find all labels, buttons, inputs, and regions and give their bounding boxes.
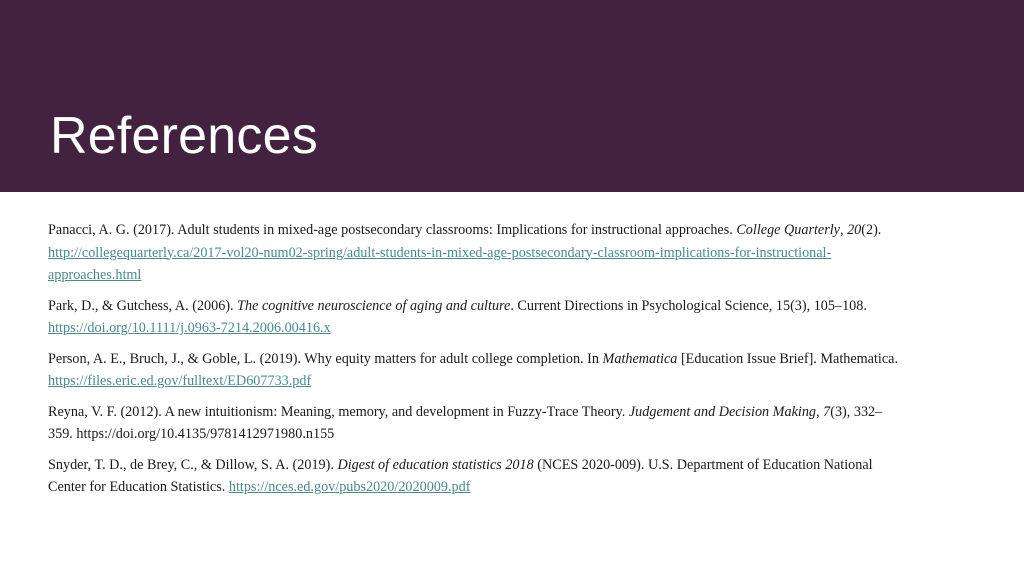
work-title: Mathematica — [602, 350, 678, 367]
reference-link[interactable]: https://files.eric.ed.gov/fulltext/ED607733.pdf — [48, 373, 312, 389]
reference-link[interactable]: https://nces.ed.gov/pubs2020/2020009.pdf — [228, 479, 471, 495]
slide-title: References — [50, 107, 318, 165]
reference-snyder: Snyder, T. D., de Brey, C., & Dillow, S. A. (2019). Digest of education statistics 2018 (NCES 2020-009). U.S. Department of Education National Center for Education Statistics. https://nces.ed.gov/pubs2020/2020009.pdf — [48, 456, 873, 495]
reference-doi-text: 359. https://doi.org/10.4135/9781412971980.n155 — [48, 426, 335, 442]
slide-header — [0, 0, 1024, 192]
volume: 7 — [823, 403, 831, 420]
volume: 20 — [847, 222, 862, 238]
reference-park: Park, D., & Gutchess, A. (2006). The cognitive neuroscience of aging and culture. Current Directions in Psychological Science, 15(3), 105–108. https://doi.org/10.1111/j.0963-7214.2006.00416.x — [48, 297, 867, 336]
reference-panacci: Panacci, A. G. (2017). Adult students in mixed-age postsecondary classrooms: Implications for instructional approaches. College Quarterly, 20(2). http://collegequarterly.ca/2017-vol20-num02-spring/adult-students-in-mixed-age-postsecondary-classroom-implications-for-instructional- approaches.html — [48, 222, 882, 283]
work-title: Digest of education statistics 2018 — [337, 456, 534, 473]
reference-link[interactable]: https://doi.org/10.1111/j.0963-7214.2006.00416.x — [48, 320, 331, 336]
reference-reyna: Reyna, V. F. (2012). A new intuitionism: Meaning, memory, and development in Fuzzy-Trace Theory. Judgement and Decision Making, 7(3), 332– 359. https://doi.org/10.4135/9781412971980.n155 — [48, 403, 883, 442]
reference-list — [48, 219, 978, 507]
reference-link[interactable]: http://collegequarterly.ca/2017-vol20-num02-spring/adult-students-in-mixed-age-postsecondary-classroom-implications-for-instructional- approaches.html — [48, 244, 832, 283]
reference-person: Person, A. E., Bruch, J., & Goble, L. (2019). Why equity matters for adult college completion. In Mathematica [Education Issue Brief]. Mathematica. https://files.eric.ed.gov/fulltext/ED607733.pdf — [48, 350, 899, 389]
work-title: The cognitive neuroscience of aging and culture — [237, 297, 511, 314]
journal-name: College Quarterly — [736, 222, 840, 238]
journal-name: Judgement and Decision Making — [628, 403, 817, 420]
